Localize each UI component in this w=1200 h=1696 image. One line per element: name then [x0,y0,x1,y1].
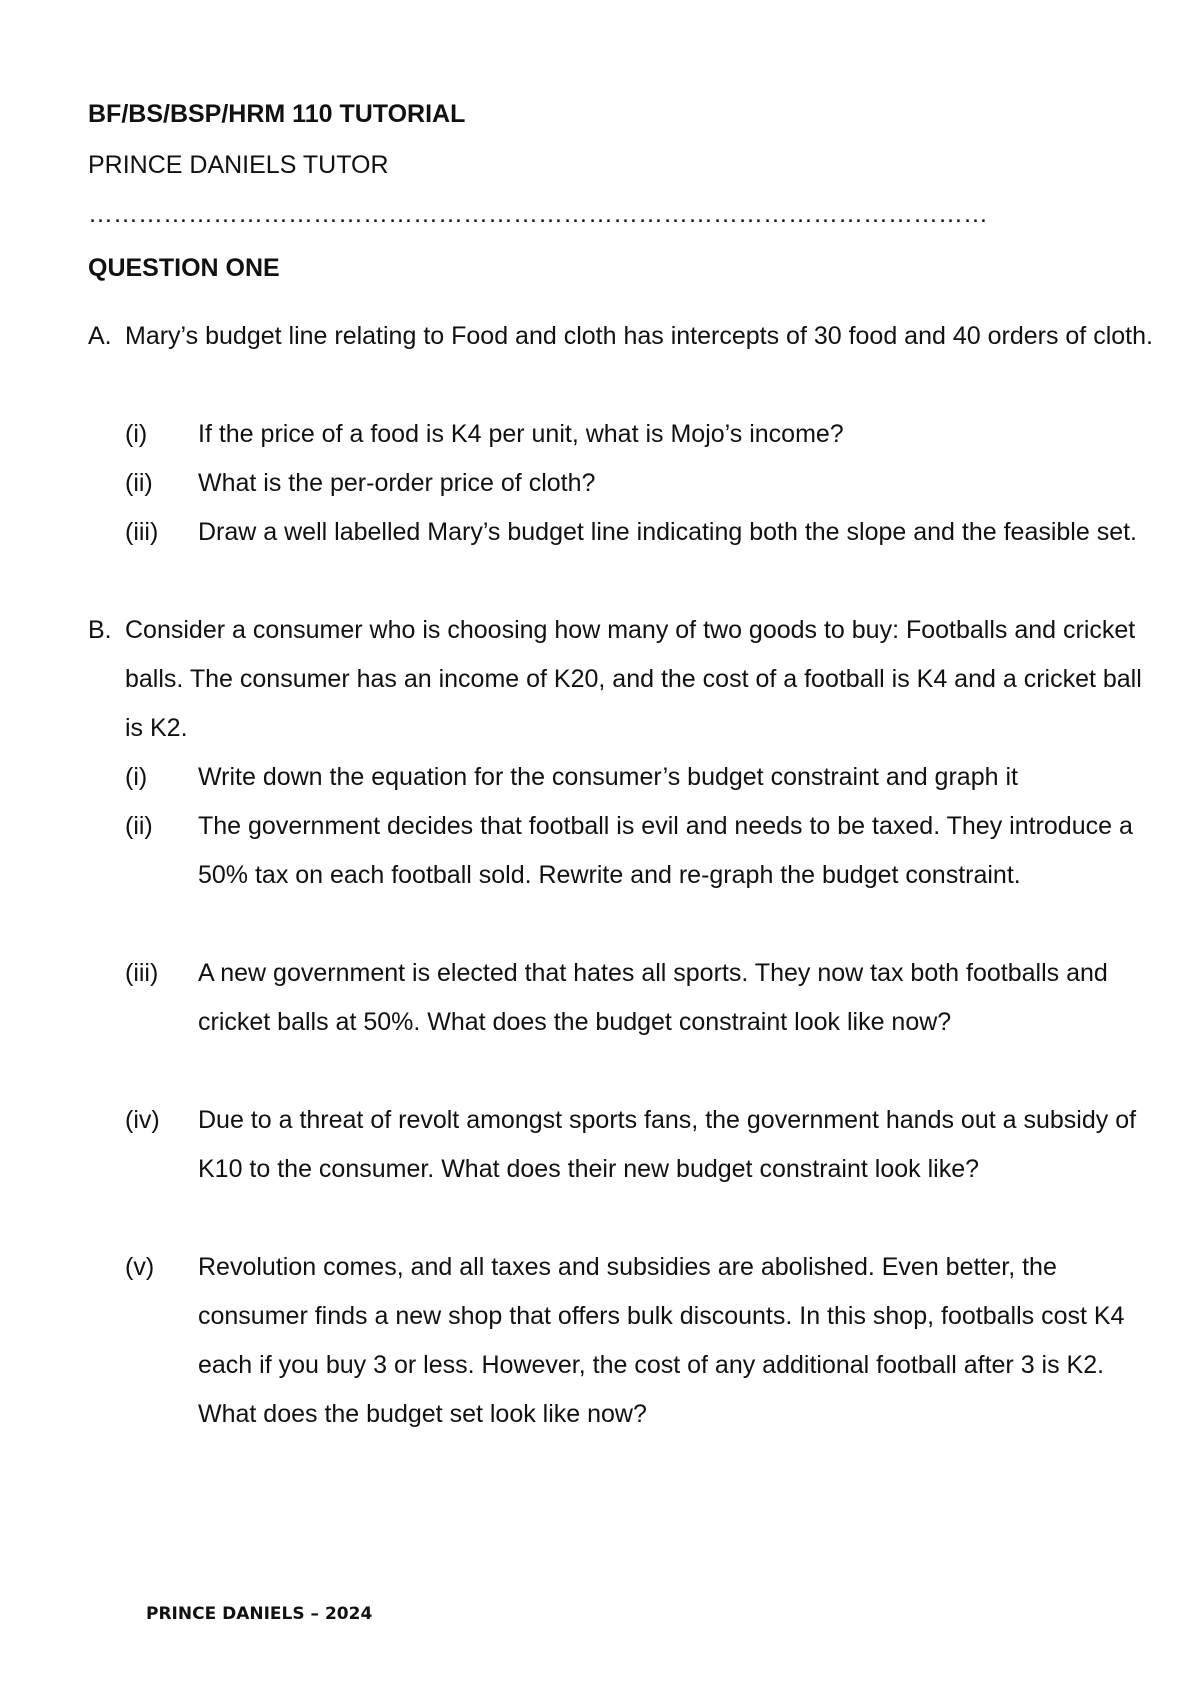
sub-text: Revolution comes, and all taxes and subsidies are abolished. Even better, the consumer finds a new shop that offers bulk discounts. In this shop, footballs cost K4 each if you buy 3 or less. However, the cost of any additional football after 3 is K2. What does the budget set look like now? [198,1253,1125,1428]
sub-number: (ii) [125,812,153,840]
sub-question-b-i [125,753,1165,802]
part-text: Mary’s budget line relating to Food and cloth has intercepts of 30 food and 40 orders of cloth. [125,322,1153,350]
part-label: A. [88,322,112,350]
course-title: BF/BS/BSP/HRM 110 TUTORIAL [88,100,466,128]
sub-number: (i) [125,420,148,448]
sub-question-a-i [125,410,1165,459]
page-footer: PRINCE DANIELS – 2024 [146,1604,373,1624]
tutor-line: PRINCE DANIELS TUTOR [88,151,389,179]
sub-text: Due to a threat of revolt amongst sports fans, the government hands out a subsidy of K10 to the consumer. What does their new budget constraint look like? [198,1106,1137,1183]
sub-number: (iii) [125,518,159,546]
sub-question-b-iii [125,949,1165,1047]
part-text: Consider a consumer who is choosing how many of two goods to buy: Footballs and cricket balls. The consumer has an income of K20, and the cost of a football is K4 and a cricket ball is K2. [125,616,1142,742]
sub-question-a-ii [125,459,1165,508]
sub-question-a-iii [125,508,1165,557]
sub-text: Write down the equation for the consumer’s budget constraint and graph it [198,763,1018,791]
sub-number: (iii) [125,959,159,987]
question-part-b [88,606,1158,753]
sub-text: The government decides that football is evil and needs to be taxed. They introduce a 50% tax on each football sold. Rewrite and re-graph the budget constraint. [198,812,1133,889]
sub-question-b-iv [125,1096,1165,1194]
sub-text: Draw a well labelled Mary’s budget line indicating both the slope and the feasible set. [198,518,1138,546]
sub-question-b-ii [125,802,1165,900]
part-label: B. [88,616,112,644]
sub-question-b-v [125,1243,1165,1439]
sub-number: (ii) [125,469,153,497]
question-heading: QUESTION ONE [88,254,280,282]
sub-text: If the price of a food is K4 per unit, what is Mojo’s income? [198,420,844,448]
sub-text: What is the per-order price of cloth? [198,469,596,497]
sub-number: (v) [125,1253,155,1281]
sub-text: A new government is elected that hates all sports. They now tax both footballs and cricket balls at 50%. What does the budget constraint look like now? [198,959,1108,1036]
dotted-separator: ……………………………………………………………………………………………… [88,200,988,228]
question-part-a [88,312,1158,361]
sub-number: (i) [125,763,148,791]
sub-number: (iv) [125,1106,160,1134]
